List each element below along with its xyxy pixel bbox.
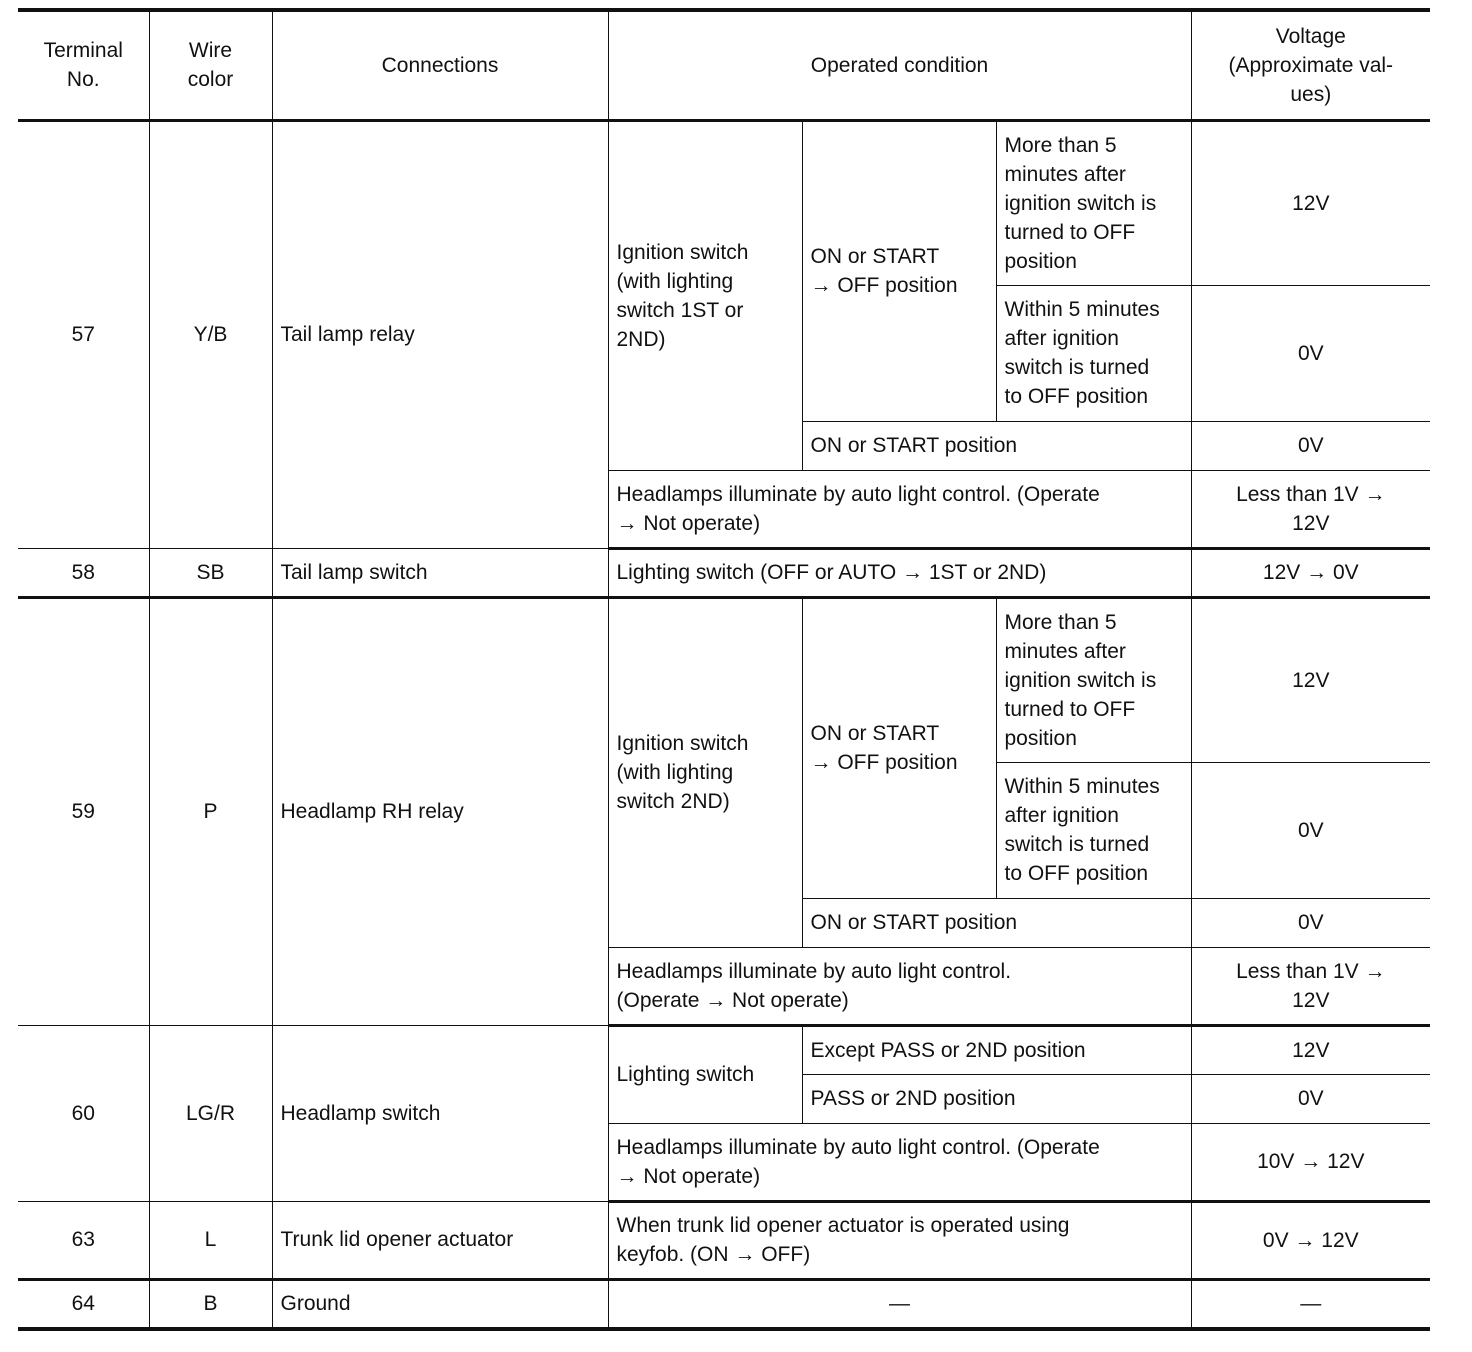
wire-color: Y/B xyxy=(149,120,272,548)
header-terminal-no: Terminal No. xyxy=(18,10,149,120)
condition-auto-light: Headlamps illuminate by auto light control. (Operate → Not operate) xyxy=(608,1123,1191,1201)
voltage-value: 12V xyxy=(1191,1025,1430,1074)
header-connections: Connections xyxy=(272,10,608,120)
voltage-value: 12V xyxy=(1191,120,1430,285)
wire-color: SB xyxy=(149,548,272,597)
terminal-number: 59 xyxy=(18,597,149,1025)
terminal-number: 58 xyxy=(18,548,149,597)
terminal-table xyxy=(18,8,1430,1331)
connection-name: Trunk lid opener actuator xyxy=(272,1201,608,1279)
terminal-number: 63 xyxy=(18,1201,149,1279)
condition-lighting-switch: Lighting switch xyxy=(608,1025,802,1123)
voltage-value: 12V xyxy=(1191,597,1430,762)
condition-lighting-switch: Lighting switch (OFF or AUTO → 1ST or 2ND) xyxy=(608,548,1191,597)
terminal-number: 60 xyxy=(18,1025,149,1201)
header-operated-condition: Operated condition xyxy=(608,10,1191,120)
voltage-value: Less than 1V → 12V xyxy=(1191,947,1430,1025)
voltage-value: 0V xyxy=(1191,285,1430,421)
table-row xyxy=(18,548,1430,597)
condition-pass: PASS or 2ND position xyxy=(802,1074,1191,1123)
condition-more-than-5-min: More than 5 minutes after ignition switch is turned to OFF position xyxy=(996,597,1191,762)
condition-within-5-min: Within 5 minutes after ignition switch is turned to OFF position xyxy=(996,762,1191,898)
voltage-value: 0V → 12V xyxy=(1191,1201,1430,1279)
condition-except-pass: Except PASS or 2ND position xyxy=(802,1025,1191,1074)
table-row xyxy=(18,1279,1430,1329)
connection-name: Tail lamp relay xyxy=(272,120,608,548)
condition-ignition-switch: Ignition switch (with lighting switch 1ST or 2ND) xyxy=(608,120,802,470)
wire-color: B xyxy=(149,1279,272,1329)
table-row xyxy=(18,1201,1430,1279)
condition-on-start: ON or START position xyxy=(802,898,1191,947)
header-voltage: Voltage (Approximate val- ues) xyxy=(1191,10,1430,120)
wire-color: P xyxy=(149,597,272,1025)
wire-color: L xyxy=(149,1201,272,1279)
voltage-value: 0V xyxy=(1191,1074,1430,1123)
condition-auto-light: Headlamps illuminate by auto light control. (Operate → Not operate) xyxy=(608,947,1191,1025)
connection-name: Tail lamp switch xyxy=(272,548,608,597)
table-row xyxy=(18,120,1430,285)
condition-more-than-5-min: More than 5 minutes after ignition switch is turned to OFF position xyxy=(996,120,1191,285)
connection-name: Headlamp switch xyxy=(272,1025,608,1201)
condition-none: — xyxy=(608,1279,1191,1329)
terminal-number: 57 xyxy=(18,120,149,548)
voltage-value: 0V xyxy=(1191,762,1430,898)
terminal-number: 64 xyxy=(18,1279,149,1329)
condition-auto-light: Headlamps illuminate by auto light control. (Operate → Not operate) xyxy=(608,470,1191,548)
voltage-value: — xyxy=(1191,1279,1430,1329)
condition-within-5-min: Within 5 minutes after ignition switch is turned to OFF position xyxy=(996,285,1191,421)
voltage-value: 12V → 0V xyxy=(1191,548,1430,597)
voltage-value: 10V → 12V xyxy=(1191,1123,1430,1201)
condition-trunk-lid: When trunk lid opener actuator is operated using keyfob. (ON → OFF) xyxy=(608,1201,1191,1279)
condition-on-off: ON or START → OFF position xyxy=(802,120,996,421)
wire-color: LG/R xyxy=(149,1025,272,1201)
connection-name: Headlamp RH relay xyxy=(272,597,608,1025)
connection-name: Ground xyxy=(272,1279,608,1329)
voltage-value: Less than 1V → 12V xyxy=(1191,470,1430,548)
voltage-value: 0V xyxy=(1191,421,1430,470)
header-wire-color: Wire color xyxy=(149,10,272,120)
condition-ignition-switch: Ignition switch (with lighting switch 2ND) xyxy=(608,597,802,947)
voltage-value: 0V xyxy=(1191,898,1430,947)
table-row xyxy=(18,597,1430,762)
condition-on-start: ON or START position xyxy=(802,421,1191,470)
condition-on-off: ON or START → OFF position xyxy=(802,597,996,898)
table-row xyxy=(18,1025,1430,1074)
